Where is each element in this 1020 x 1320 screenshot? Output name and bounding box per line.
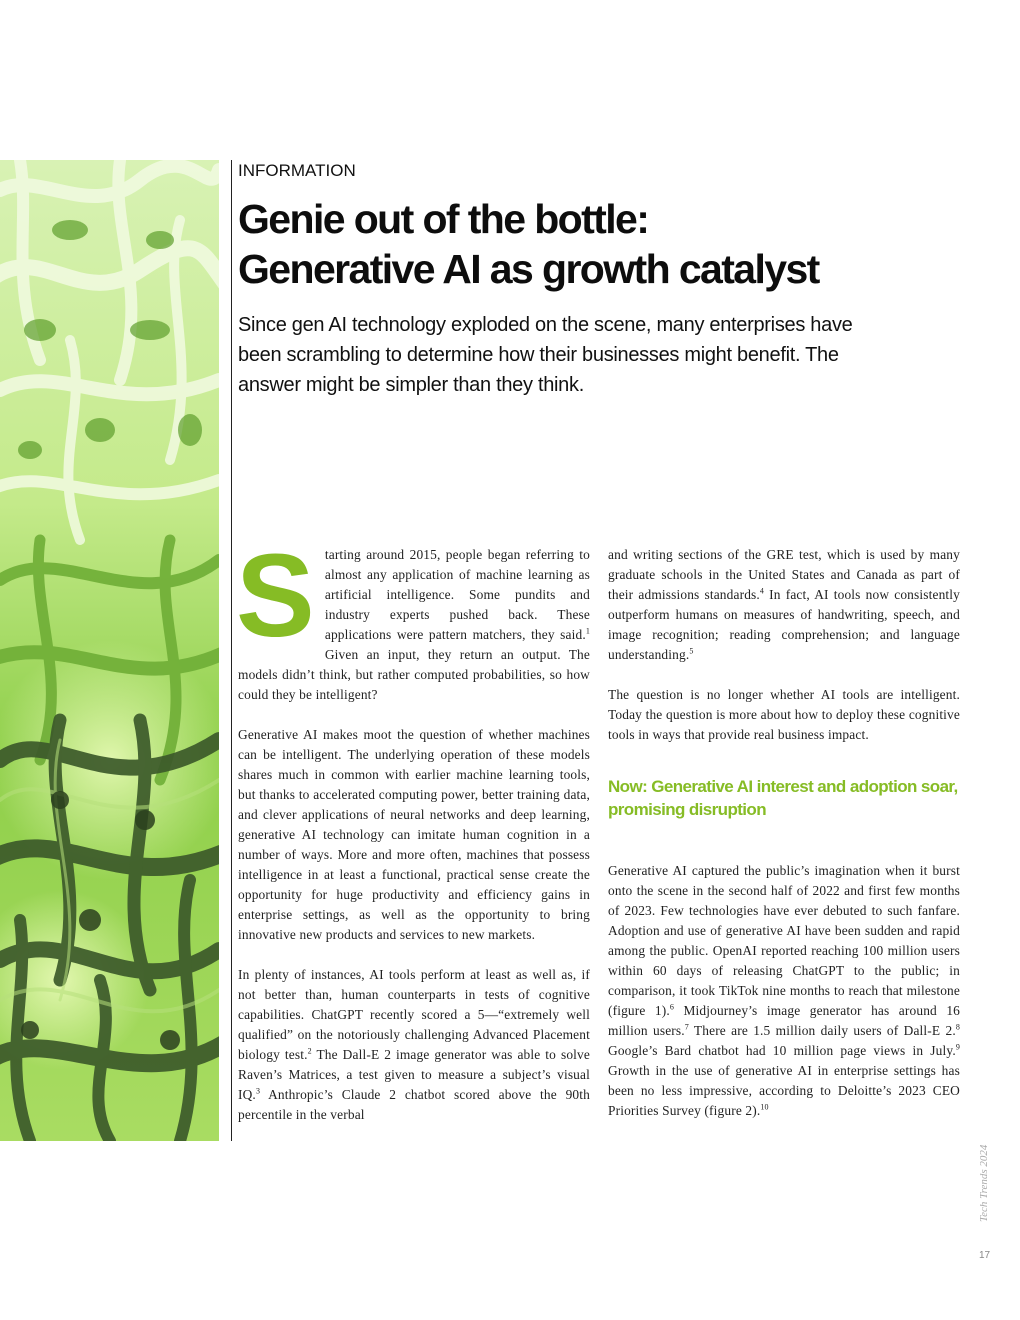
article-title-line-1: Genie out of the bottle: [238,196,649,242]
footnote-ref[interactable]: 3 [255,1086,261,1096]
section-label: INFORMATION [238,161,356,180]
page-number: 17 [979,1250,991,1261]
article-title [238,194,998,294]
paragraph: Generative AI captured the public’s imagination when it burst onto the scene in the second half of 2022 and first few months of 2023. Few technologies have ever debuted to such fanfare. Adoption and use of generative AI have been sudden and rapid among the public. OpenAI reported reaching 100 million users within 60 days of releasing ChatGPT to the public; in comparison, it took TikTok nine months to reach that milestone (figure 1).$^6$ Midjourney’s image generator has around 16 million users.$^7$ There are 1.5 million daily users of Dall-E 2.$^8$ Google’s Bard chatbot had 10 million page views in July.$^9$ Growth in the use of generative AI in enterprise settings has been no less impressive, according to Deloitte’s 2023 CEO Priorities Survey (figure 2).$^{10}$ [608,863,961,1118]
hero-mesh-image [0,160,219,1141]
paragraph: In plenty of instances, AI tools perform at least as well as, if not better than, human counterparts in tests of cognitive capabilities. ChatGPT recently scored a 5—“extremely well qualified” on the notoriously challenging Advanced Placement biology test.$^2$ The Dall-E 2 image generator was able to solve Raven’s Matrices, a test given to measure a subject’s visual IQ.$^3$ Anthropic’s Claude 2 chatbot scored above the 90th percentile in the verbal [238,967,590,1122]
footnote-ref[interactable]: 10 [760,1102,769,1112]
footnote-ref[interactable]: 9 [955,1042,960,1052]
drop-cap: S [236,530,315,662]
footnote-ref[interactable]: 2 [307,1046,312,1056]
section-subhead: Now: Generative AI interest and adoption soar, promising disruption [608,777,958,819]
footnote-ref[interactable]: 1 [585,626,590,636]
footnote-ref[interactable]: 5 [689,646,694,656]
vertical-rule [231,160,232,1141]
footnote-ref[interactable]: 6 [669,1002,675,1012]
body-column-2 [608,545,960,1141]
footnote-ref[interactable]: 4 [759,586,765,596]
article-title-line-2: Generative AI as growth catalyst [238,246,819,292]
paragraph: Starting around 2015, people began referring to almost any application of machine learning as artificial intelligence. Some pundits and industry experts pushed back. These applications were pattern matchers, they said.$^1$ Given an input, they return an output. The models didn’t think, but rather computed probabilities, so how could they be intelligent? [236,530,590,702]
publication-side-label: Tech Trends 2024 [978,1144,990,1222]
body-column-1 [236,530,590,1145]
paragraph: Generative AI makes moot the question of whether machines can be intelligent. The underlying operation of these models shares much in common with earlier machine learning tools, but thanks to accelerated computing power, better training data, and clever applications of neural networks and deep learning, generative AI technology can imitate human cognition in a number of ways. More and more often, machines that possess intelligence in at least a functional, practical sense create the opportunity for huge productivity and efficiency gains in enterprise settings, as well as the opportunity to bring innovative new products and services to new markets. [238,727,590,942]
article-dek: Since gen AI technology exploded on the scene, many enterprises have been scrambling to determine how their businesses might benefit. The answer might be simpler than they think. [238,314,853,396]
footnote-ref[interactable]: 7 [684,1022,689,1032]
footnote-ref[interactable]: 8 [955,1022,960,1032]
paragraph: The question is no longer whether AI tools are intelligent. Today the question is more about how to deploy these cognitive tools in ways that provide real business impact. [608,687,960,742]
paragraph: and writing sections of the GRE test, which is used by many graduate schools in the United States and Canada as part of their admissions standards.$^4$ In fact, AI tools now consistently outperform humans on measures of handwriting, speech, and image recognition; reading comprehension; and language understanding.$^5$ [608,547,960,662]
